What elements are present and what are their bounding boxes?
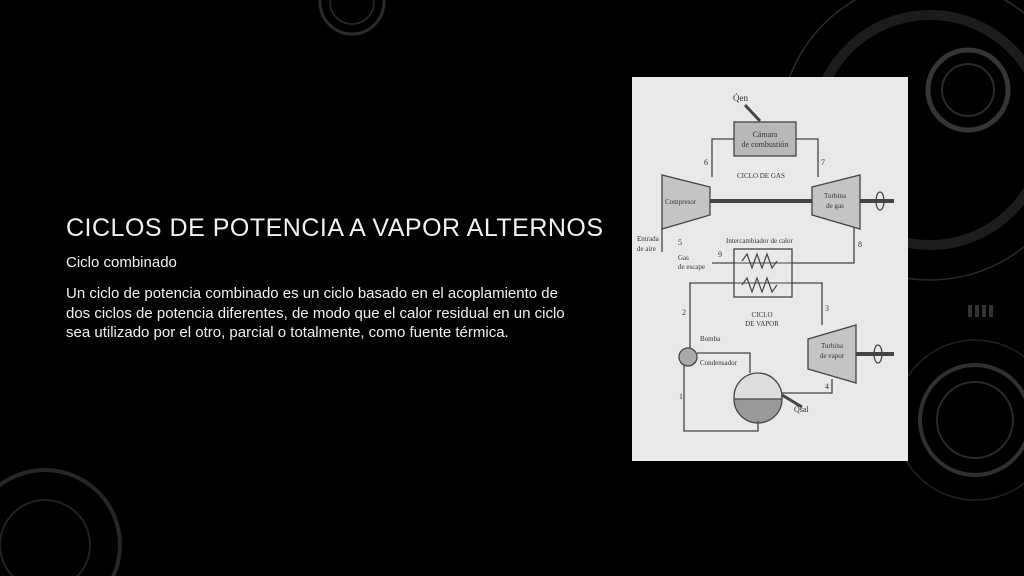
label-compressor: Compresor (665, 198, 697, 206)
line-6 (712, 139, 734, 177)
line-7 (796, 139, 818, 177)
slide-body-text: Un ciclo de potencia combinado es un ciclo basado en el acoplamiento de dos ciclos de potencia diferentes, de modo que el calor residual en un ciclo sea utilizado por el otro, parcial o totalmente, como fuente térmica. (66, 285, 565, 341)
label-chamber: Cámara (752, 130, 778, 139)
state-1: 1 (679, 392, 683, 401)
slide-subtitle: Ciclo combinado (66, 254, 177, 271)
line-2 (690, 283, 734, 339)
state-9: 9 (718, 250, 722, 259)
pump (679, 348, 697, 366)
label-steam-turbine-2: de vapor (819, 352, 845, 360)
label-gas-cycle: CICLO DE GAS (737, 172, 785, 180)
state-2: 2 (682, 308, 686, 317)
ring-left-bottom (0, 470, 120, 576)
label-exhaust: Gas (678, 254, 689, 262)
heat-in-arrow (745, 105, 760, 121)
line-8 (792, 227, 854, 263)
combustion-chamber (734, 122, 796, 156)
state-7: 7 (821, 158, 825, 167)
state-8: 8 (858, 240, 862, 249)
label-gas-turbine: Turbina (824, 192, 846, 200)
label-steam-turbine: Turbina (821, 342, 843, 350)
label-chamber-2: de combustión (741, 140, 789, 149)
ring-right-small (928, 50, 1008, 130)
label-heat-exchanger: Intercambiador de calor (726, 237, 793, 245)
state-3: 3 (825, 304, 829, 313)
state-4: 4 (825, 382, 829, 391)
label-q-in: Q̇en (733, 93, 748, 103)
label-exhaust-2: de escape (678, 263, 706, 271)
line-3 (792, 283, 822, 325)
label-vapor-cycle: CICLO (751, 311, 773, 319)
state-6: 6 (704, 158, 708, 167)
label-condenser: Condensador (700, 359, 737, 367)
slide-title: CICLOS DE POTENCIA A VAPOR ALTERNOS (66, 214, 604, 242)
label-vapor-cycle-2: DE VAPOR (745, 320, 779, 328)
label-q-out: Q̇sal (794, 405, 809, 414)
label-air-inlet: Entrada (637, 235, 659, 243)
label-air-inlet-2: de aire (637, 245, 656, 253)
combined-cycle-diagram (632, 77, 908, 461)
state-5: 5 (678, 238, 682, 247)
label-gas-turbine-2: de gas (826, 202, 844, 210)
label-pump: Bomba (700, 335, 721, 343)
